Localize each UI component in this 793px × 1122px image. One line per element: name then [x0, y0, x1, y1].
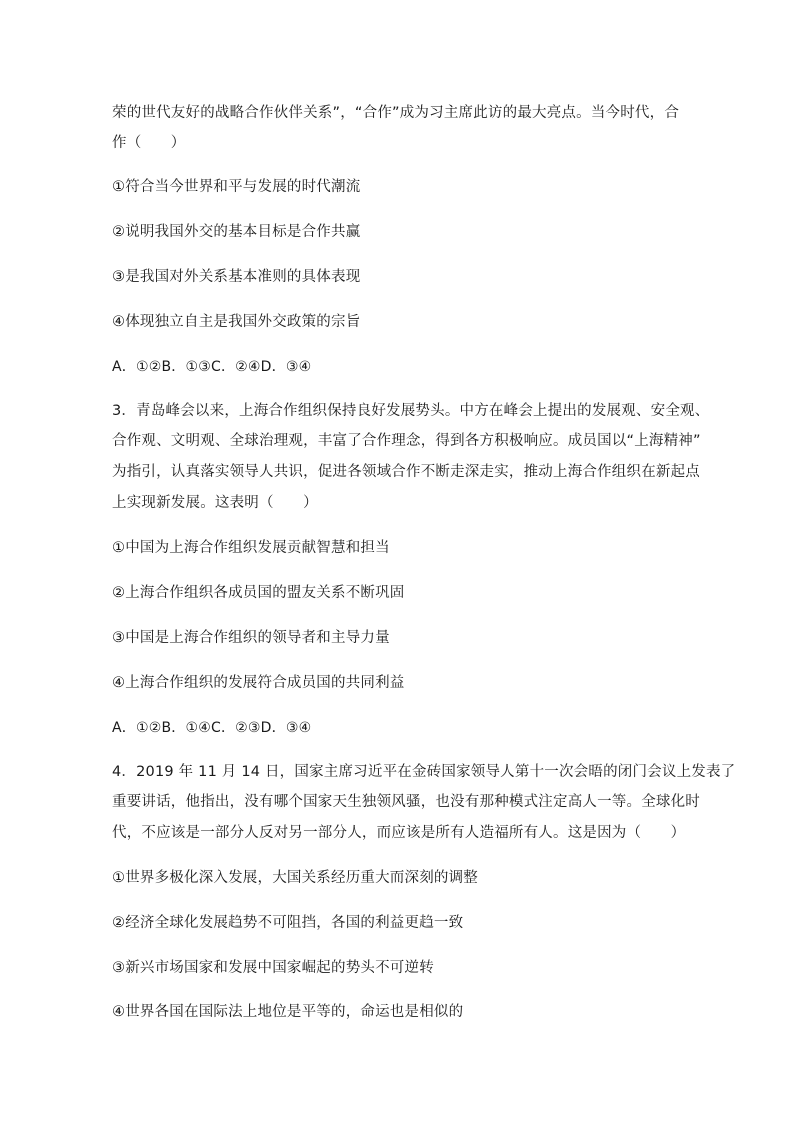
- q2-option-1: ①符合当今世界和平与发展的时代潮流: [112, 179, 361, 195]
- q3-option-4: ④上海合作组织的发展符合成员国的共同利益: [112, 675, 405, 691]
- q4-option-4: ④世界各国在国际法上地位是平等的，命运也是相似的: [112, 1004, 464, 1020]
- q3-option-1: ①中国为上海合作组织发展贡献智慧和担当: [112, 540, 390, 556]
- q3-stem-line-4: 上实现新发展。这表明（ ）: [112, 495, 318, 511]
- q3-stem-line-2: 合作观、文明观、全球治理观，丰富了合作理念，得到各方积极响应。成员国以“上海精神”: [112, 433, 701, 449]
- q4-stem-line-2: 重要讲话，他指出，没有哪个国家天生独领风骚，也没有那种模式注定高人一等。全球化时: [112, 794, 700, 810]
- q2-option-3: ③是我国对外关系基本准则的具体表现: [112, 269, 361, 285]
- q2-option-2: ②说明我国外交的基本目标是合作共赢: [112, 224, 361, 240]
- q3-option-2: ②上海合作组织各成员国的盟友关系不断巩固: [112, 585, 405, 601]
- q4-stem-line-3: 代，不应该是一部分人反对另一部分人，而应该是所有人造福所有人。这是因为（ ）: [112, 825, 686, 841]
- q2-option-4: ④体现独立自主是我国外交政策的宗旨: [112, 314, 361, 330]
- q2-stem-line-1: 荣的世代友好的战略合作伙伴关系”，“合作”成为习主席此访的最大亮点。当今时代，合: [112, 105, 680, 121]
- q2-answer-choices: A．①②B．①③C．②④D．③④: [112, 359, 312, 375]
- q4-option-3: ③新兴市场国家和发展中国家崛起的势头不可逆转: [112, 960, 434, 976]
- q3-stem-line-1: 3．青岛峰会以来，上海合作组织保持良好发展势头。中方在峰会上提出的发展观、安全观、: [112, 403, 710, 419]
- q4-stem-line-1: 4．2019 年 11 月 14 日，国家主席习近平在金砖国家领导人第十一次会晤的闭门会议上发表了: [112, 764, 736, 780]
- q2-stem-line-2: 作（ ）: [112, 135, 186, 151]
- q3-answer-choices: A．①②B．①④C．②③D．③④: [112, 720, 312, 736]
- q4-option-1: ①世界多极化深入发展，大国关系经历重大而深刻的调整: [112, 870, 478, 886]
- q3-option-3: ③中国是上海合作组织的领导者和主导力量: [112, 630, 390, 646]
- q3-stem-line-3: 为指引，认真落实领导人共识，促进各领域合作不断走深走实，推动上海合作组织在新起点: [112, 464, 700, 480]
- q4-option-2: ②经济全球化发展趋势不可阻挡，各国的利益更趋一致: [112, 915, 464, 931]
